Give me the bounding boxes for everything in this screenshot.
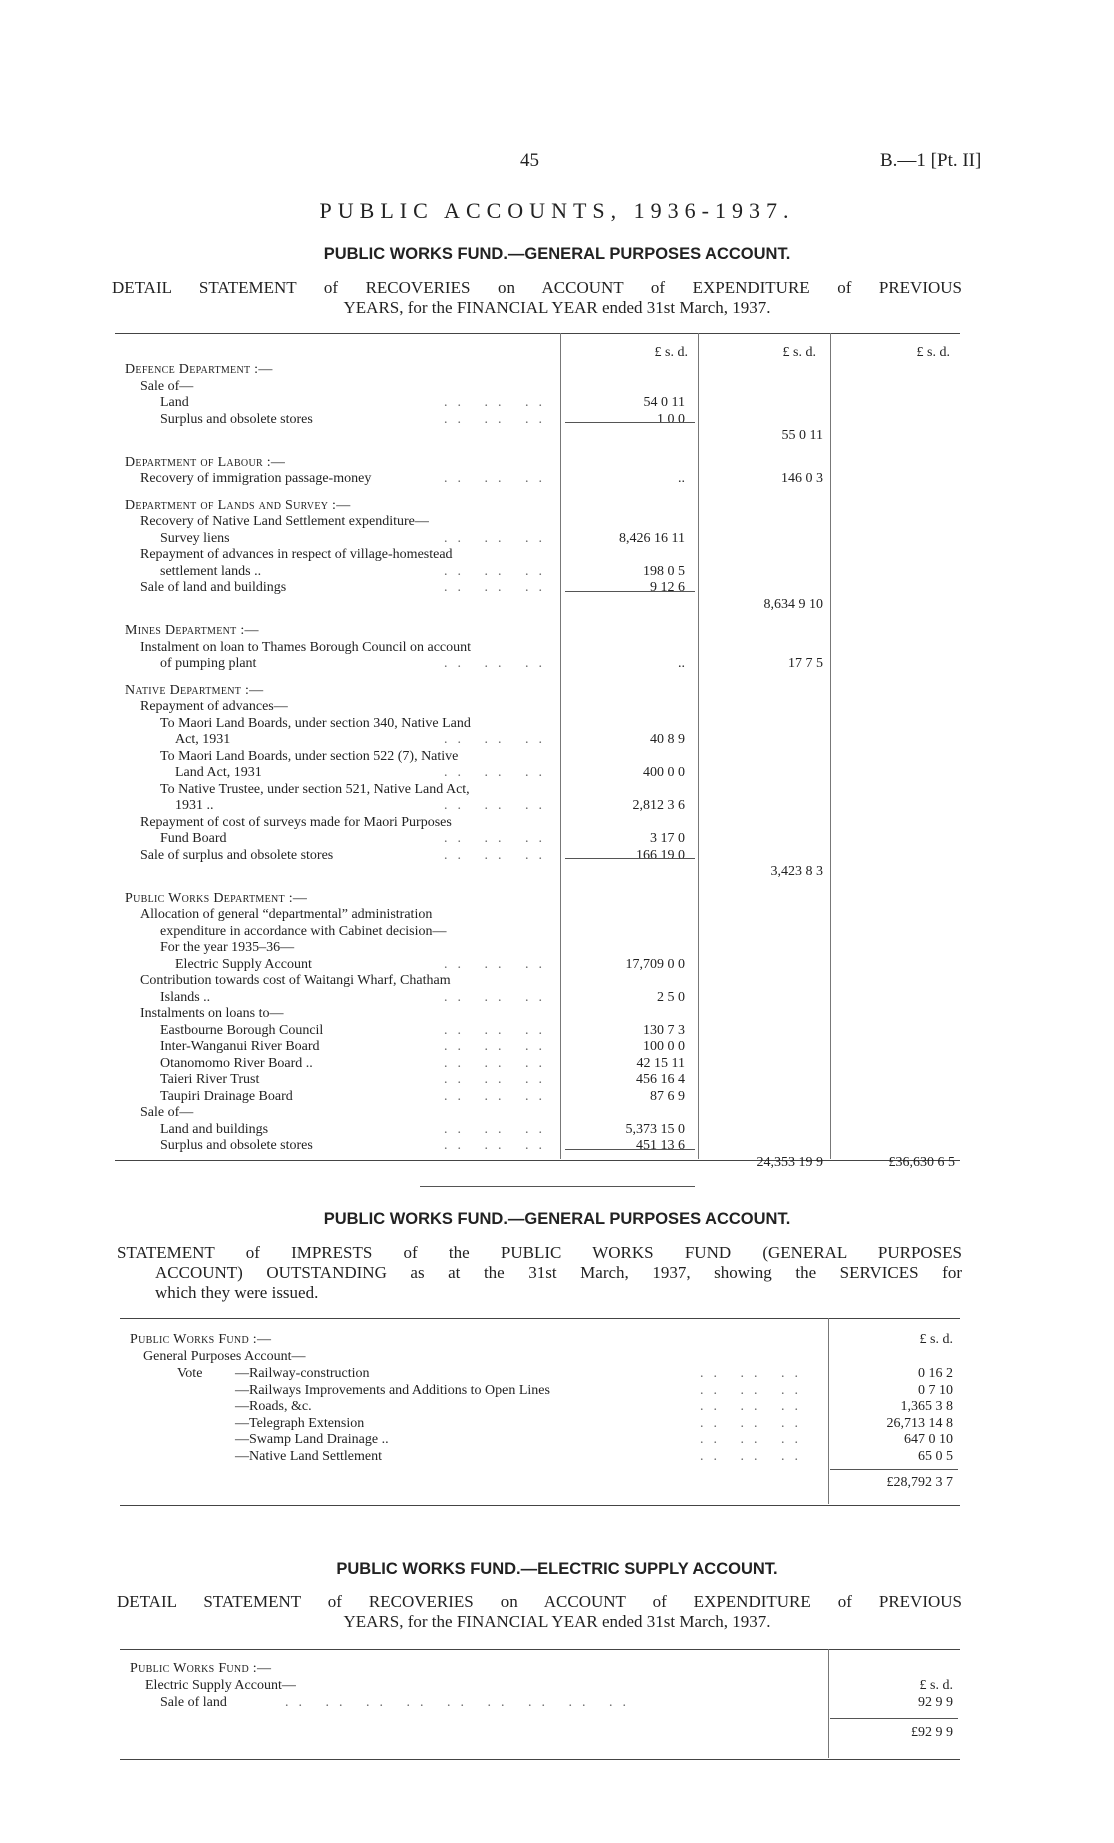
section1-line-label: Repayment of advances— bbox=[140, 699, 288, 714]
section3-leader-dots: .. .. .. .. .. .. .. .. .. bbox=[285, 1695, 636, 1710]
section3-col-divider bbox=[828, 1649, 829, 1758]
section2-heading-fund: Public Works Fund :— bbox=[130, 1332, 272, 1347]
section1-line-label: Instalment on loan to Thames Borough Council on account bbox=[140, 639, 472, 655]
section2-item-amount: 65 0 5 bbox=[918, 1448, 953, 1464]
leader-dots: .. .. .. bbox=[444, 656, 552, 671]
section1-line-label: Inter-Wanganui River Board bbox=[160, 1039, 320, 1054]
section1-line-label: Eastbourne Borough Council bbox=[160, 1022, 324, 1038]
section1-department-heading: Defence Department :— bbox=[125, 362, 273, 377]
subtotal-rule bbox=[565, 1149, 695, 1150]
section1-line-label: To Maori Land Boards, under section 522 (7), Native bbox=[160, 748, 459, 764]
section1-line-label: Islands .. bbox=[160, 989, 211, 1005]
section2-col-header: £ s. d. bbox=[919, 1332, 953, 1347]
section1-amount-c1: 42 15 11 bbox=[636, 1055, 685, 1071]
section1-line-label: Sale of— bbox=[140, 378, 194, 394]
section1-col-header-3: £ s. d. bbox=[916, 345, 950, 360]
section1-title: PUBLIC WORKS FUND.—GENERAL PURPOSES ACCOUNT. bbox=[323, 245, 791, 263]
section1-line-label: Act, 1931 bbox=[175, 732, 231, 747]
section2-item-label: —Telegraph Extension bbox=[235, 1415, 365, 1431]
section1-line-label: Sale of surplus and obsolete stores bbox=[140, 847, 334, 863]
section1-amount-c1: 5,373 15 0 bbox=[625, 1121, 685, 1137]
leader-dots: .. .. .. bbox=[444, 411, 552, 427]
section1-line-label: Sale of— bbox=[140, 1105, 194, 1120]
section3-item-label: Sale of land bbox=[160, 1695, 227, 1710]
section1-line-label: Electric Supply Account bbox=[175, 956, 312, 972]
section3-subtitle-line2: YEARS, for the FINANCIAL YEAR ended 31st March, 1937. bbox=[343, 1612, 771, 1631]
leader-dots: .. .. .. bbox=[444, 831, 552, 846]
section1-line-label: Repayment of advances in respect of village-homestead bbox=[140, 547, 453, 562]
leader-dots: .. .. .. bbox=[444, 765, 552, 780]
leader-dots: .. .. .. bbox=[444, 798, 552, 813]
section2-subtitle-line3: which they were issued. bbox=[155, 1283, 319, 1302]
section2-item-label: —Swamp Land Drainage .. bbox=[235, 1432, 389, 1447]
section1-amount-c1: 40 8 9 bbox=[650, 732, 685, 747]
section1-amount-c2: 3,423 8 3 bbox=[770, 864, 823, 879]
section2-col-divider bbox=[828, 1318, 829, 1504]
section1-department-heading: Native Department :— bbox=[125, 682, 264, 698]
section1-line-label: Instalments on loans to— bbox=[140, 1006, 284, 1021]
page-number: 45 bbox=[520, 150, 539, 171]
section1-amount-c1: 3 17 0 bbox=[650, 831, 685, 846]
section1-line-label: Taieri River Trust bbox=[160, 1072, 260, 1087]
section2-item-label: —Native Land Settlement bbox=[235, 1448, 382, 1464]
section3-subtitle-line1: DETAIL STATEMENT of RECOVERIES on ACCOUNT of EXPENDITURE of PREVIOUS bbox=[117, 1592, 962, 1611]
section2-vote-label: Vote bbox=[177, 1366, 203, 1381]
section2-subtitle-line2: ACCOUNT) OUTSTANDING as at the 31st March, 1937, showing the SERVICES for bbox=[155, 1263, 962, 1282]
section1-line-label: Sale of land and buildings bbox=[140, 580, 287, 595]
section3-total: £92 9 9 bbox=[911, 1725, 953, 1740]
section2-item-amount: 0 7 10 bbox=[918, 1382, 953, 1398]
section1-amount-c1: .. bbox=[678, 656, 685, 671]
subtotal-rule bbox=[565, 858, 695, 859]
section1-amount-c1: 1 0 0 bbox=[657, 411, 685, 427]
section1-line-label: Surplus and obsolete stores bbox=[160, 1138, 313, 1153]
section-separator bbox=[420, 1186, 695, 1187]
section1-col-divider-2 bbox=[698, 333, 699, 1159]
leader-dots: .. .. .. bbox=[444, 1055, 552, 1071]
section1-subtitle-line1: DETAIL STATEMENT of RECOVERIES on ACCOUNT of EXPENDITURE of PREVIOUS bbox=[112, 278, 962, 297]
section1-line-label: Fund Board bbox=[160, 831, 227, 846]
section2-title: PUBLIC WORKS FUND.—GENERAL PURPOSES ACCOUNT. bbox=[323, 1210, 791, 1228]
section1-line-label: settlement lands .. bbox=[160, 563, 262, 579]
section1-amount-c1: 8,426 16 11 bbox=[619, 530, 685, 546]
leader-dots: .. .. .. bbox=[444, 1022, 552, 1038]
section1-line-label: Otanomomo River Board .. bbox=[160, 1055, 313, 1071]
section1-amount-c2: 55 0 11 bbox=[781, 428, 823, 443]
section1-amount-c1: 198 0 5 bbox=[643, 563, 685, 579]
leader-dots: .. .. .. bbox=[444, 732, 552, 747]
section1-amount-c2: 17 7 5 bbox=[788, 656, 823, 671]
section2-item-amount: 1,365 3 8 bbox=[900, 1399, 953, 1414]
leader-dots: .. .. .. bbox=[700, 1432, 808, 1447]
section3-heading-account: Electric Supply Account— bbox=[145, 1678, 296, 1693]
leader-dots: .. .. .. bbox=[444, 471, 552, 486]
section1-amount-c1: 54 0 11 bbox=[643, 395, 685, 410]
section2-heading-account: General Purposes Account— bbox=[143, 1349, 306, 1364]
section1-line-label: For the year 1935–36— bbox=[160, 940, 295, 955]
leader-dots: .. .. .. bbox=[444, 1072, 552, 1087]
section1-amount-c1: 87 6 9 bbox=[650, 1088, 685, 1104]
section3-total-rule bbox=[830, 1718, 958, 1719]
section1-line-label: To Maori Land Boards, under section 340, Native Land bbox=[160, 715, 471, 731]
section2-item-amount: 0 16 2 bbox=[918, 1366, 953, 1381]
section1-line-label: of pumping plant bbox=[160, 656, 257, 671]
section2-item-label: —Railway-construction bbox=[235, 1366, 370, 1381]
section2-item-amount: 26,713 14 8 bbox=[886, 1415, 953, 1431]
section1-subtitle-line2: YEARS, for the FINANCIAL YEAR ended 31st March, 1937. bbox=[343, 298, 771, 317]
section2-item-label: —Roads, &c. bbox=[235, 1399, 312, 1414]
section1-line-label: Allocation of general “departmental” administration bbox=[140, 907, 433, 922]
section1-amount-c3: £36,630 6 5 bbox=[888, 1154, 955, 1170]
leader-dots: .. .. .. bbox=[444, 847, 552, 863]
section1-line-label: Land bbox=[160, 395, 189, 410]
leader-dots: .. .. .. bbox=[700, 1448, 808, 1464]
section1-department-heading: Department of Lands and Survey :— bbox=[125, 497, 351, 513]
section1-amount-c1: 451 13 6 bbox=[636, 1138, 685, 1153]
section1-amount-c1: 9 12 6 bbox=[650, 580, 685, 595]
subtotal-rule bbox=[565, 422, 695, 423]
leader-dots: .. .. .. bbox=[700, 1382, 808, 1398]
section2-subtitle-line1: STATEMENT of IMPRESTS of the PUBLIC WORKS FUND (GENERAL PURPOSES bbox=[117, 1243, 962, 1262]
section1-line-label: expenditure in accordance with Cabinet decision— bbox=[160, 923, 447, 939]
section1-amount-c1: 2 5 0 bbox=[657, 989, 685, 1005]
section1-line-label: Recovery of Native Land Settlement expenditure— bbox=[140, 514, 429, 529]
section1-line-label: Contribution towards cost of Waitangi Wharf, Chatham bbox=[140, 973, 451, 988]
document-reference: B.—1 [Pt. II] bbox=[880, 150, 982, 171]
leader-dots: .. .. .. bbox=[444, 1121, 552, 1137]
section1-line-label: To Native Trustee, under section 521, Native Land Act, bbox=[160, 781, 470, 797]
section1-amount-c1: 2,812 3 6 bbox=[632, 798, 685, 813]
section1-line-label: Land and buildings bbox=[160, 1121, 269, 1137]
section1-line-label: Surplus and obsolete stores bbox=[160, 411, 313, 427]
leader-dots: .. .. .. bbox=[444, 1088, 552, 1104]
leader-dots: .. .. .. bbox=[444, 580, 552, 595]
section1-amount-c1: 400 0 0 bbox=[643, 765, 685, 780]
section1-amount-c1: 456 16 4 bbox=[636, 1072, 685, 1087]
leader-dots: .. .. .. bbox=[700, 1366, 808, 1381]
section1-amount-c1: 17,709 0 0 bbox=[625, 956, 685, 972]
section1-col-divider-3 bbox=[830, 333, 831, 1159]
section1-line-label: Land Act, 1931 bbox=[175, 765, 262, 780]
section1-amount-c1: 166 19 0 bbox=[636, 847, 685, 863]
leader-dots: .. .. .. bbox=[700, 1415, 808, 1431]
section1-amount-c2: 146 0 3 bbox=[781, 471, 823, 486]
section3-title: PUBLIC WORKS FUND.—ELECTRIC SUPPLY ACCOUNT. bbox=[336, 1560, 778, 1578]
section1-col-header-1: £ s. d. bbox=[654, 345, 688, 360]
section1-line-label: Recovery of immigration passage-money bbox=[140, 471, 372, 486]
section2-item-amount: 647 0 10 bbox=[904, 1432, 953, 1447]
section1-line-label: Taupiri Drainage Board bbox=[160, 1088, 293, 1104]
section1-department-heading: Department of Labour :— bbox=[125, 454, 286, 470]
section3-col-header: £ s. d. bbox=[919, 1678, 953, 1693]
section1-line-label: Repayment of cost of surveys made for Maori Purposes bbox=[140, 814, 452, 830]
section2-item-label: —Railways Improvements and Additions to Open Lines bbox=[235, 1382, 550, 1398]
leader-dots: .. .. .. bbox=[444, 395, 552, 410]
section3-item-amount: 92 9 9 bbox=[918, 1695, 953, 1710]
leader-dots: .. .. .. bbox=[444, 956, 552, 972]
section1-amount-c2: 8,634 9 10 bbox=[763, 596, 823, 612]
section1-amount-c1: .. bbox=[678, 471, 685, 486]
section1-amount-c1: 130 7 3 bbox=[643, 1022, 685, 1038]
section2-total: £28,792 3 7 bbox=[886, 1475, 953, 1490]
leader-dots: .. .. .. bbox=[444, 989, 552, 1005]
section1-amount-c1: 100 0 0 bbox=[643, 1039, 685, 1054]
section1-line-label: Survey liens bbox=[160, 530, 230, 546]
section1-department-heading: Public Works Department :— bbox=[125, 890, 308, 906]
section1-col-divider-1 bbox=[560, 333, 561, 1159]
section2-total-rule bbox=[830, 1469, 958, 1470]
leader-dots: .. .. .. bbox=[444, 1138, 552, 1153]
leader-dots: .. .. .. bbox=[444, 1039, 552, 1054]
section1-col-header-2: £ s. d. bbox=[782, 345, 816, 360]
leader-dots: .. .. .. bbox=[700, 1399, 808, 1414]
subtotal-rule bbox=[565, 591, 695, 592]
leader-dots: .. .. .. bbox=[444, 563, 552, 579]
leader-dots: .. .. .. bbox=[444, 530, 552, 546]
section1-department-heading: Mines Department :— bbox=[125, 623, 259, 638]
section1-line-label: 1931 .. bbox=[175, 798, 214, 813]
section1-amount-c2: 24,353 19 9 bbox=[756, 1154, 823, 1170]
page-title: PUBLIC ACCOUNTS, 1936-1937. bbox=[319, 198, 795, 223]
section3-heading-fund: Public Works Fund :— bbox=[130, 1661, 272, 1676]
